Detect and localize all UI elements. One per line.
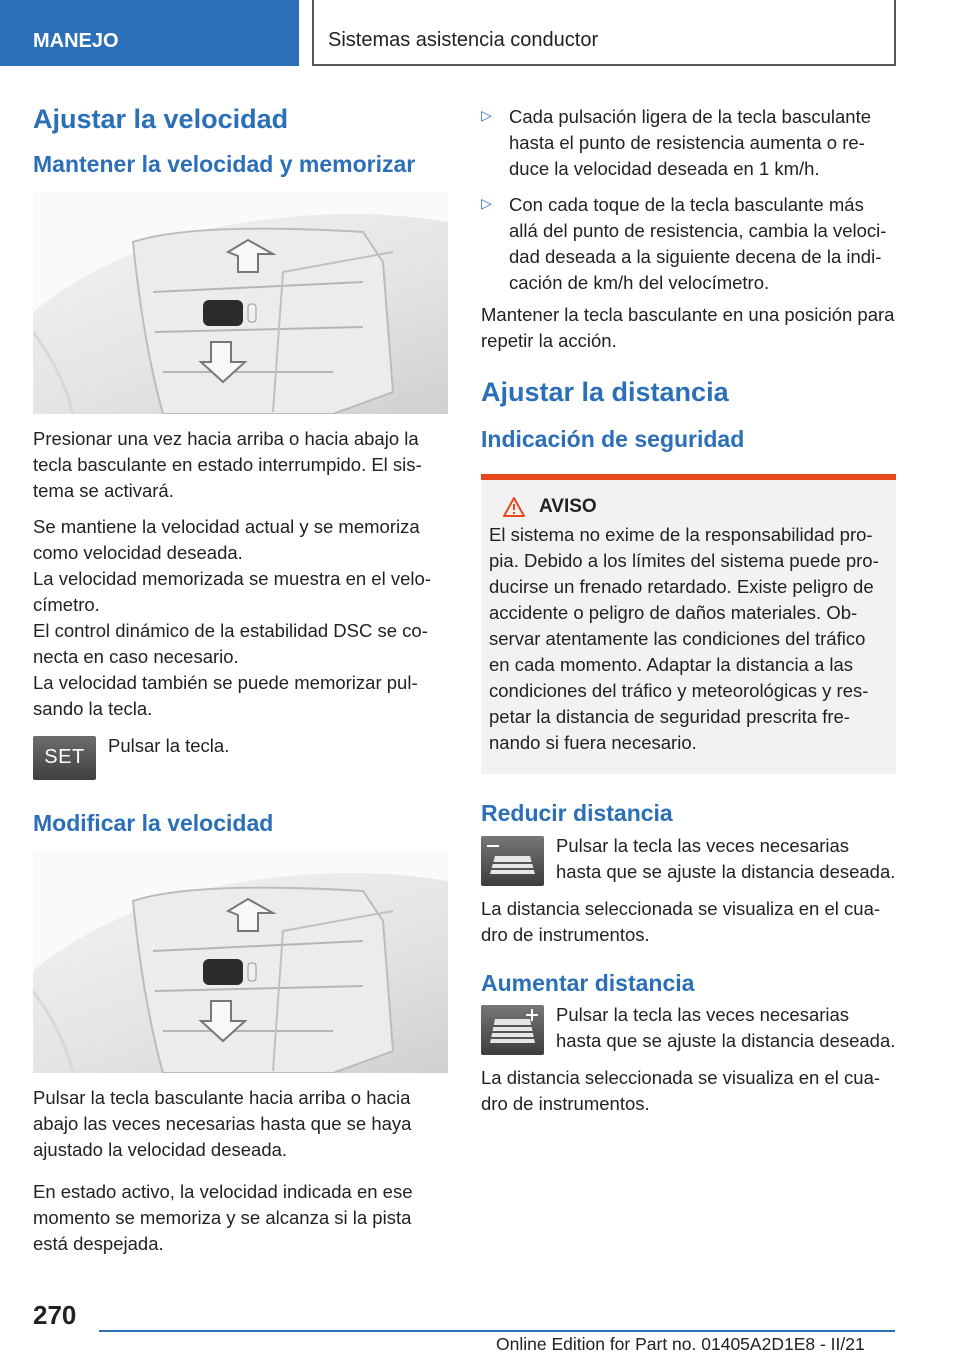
- heading-reducir-distancia: Reducir distancia: [481, 799, 673, 826]
- set-key-text: Pulsar la tecla.: [108, 734, 230, 756]
- list-item: [481, 192, 896, 296]
- heading-aumentar-distancia: Aumentar distancia: [481, 969, 695, 996]
- distance-plus-key-icon: [481, 1005, 544, 1055]
- right-column: [481, 100, 896, 1117]
- paragraph-aumentar: Pulsar la tecla las veces necesarias hasta que se ajuste la distancia deseada.: [556, 1005, 896, 1052]
- heading-indicacion-seguridad: Indicación de seguridad: [481, 426, 745, 453]
- paragraph-memorizar-pulsando: La velocidad también se puede memorizar pulsando la tecla.: [33, 671, 418, 719]
- bullet-text: Cada pulsación ligera de la tecla basculante hasta el punto de resistencia aumenta o reduce la velocidad deseada en 1 km/h.: [509, 106, 872, 179]
- warning-triangle-icon: [503, 497, 525, 517]
- reducir-row: [481, 836, 896, 886]
- paragraph-memorizada: La velocidad memorizada se muestra en el velocímetro.: [33, 567, 431, 615]
- paragraph-pulsar-basculante: Pulsar la tecla basculante hacia arriba o hacia abajo las veces necesarias hasta que se haya ajustado la velocidad deseada.: [33, 1086, 412, 1160]
- page-number: 270: [33, 1300, 77, 1330]
- warning-box: [481, 474, 896, 774]
- paragraph-reducir: Pulsar la tecla las veces necesarias hasta que se ajuste la distancia deseada.: [556, 835, 896, 882]
- paragraph-presionar: Presionar una vez hacia arriba o hacia abajo la tecla basculante en estado interrumpido. El sistema se activará.: [33, 427, 422, 501]
- footer-divider: [99, 1330, 895, 1332]
- list-item: [481, 104, 896, 182]
- warning-text: El sistema no exime de la responsabilidad propia. Debido a los límites del sistema puede producirse un frenado retardado. Existe peligro de accidente o peligro de daños materiales. Observar atentamente las condiciones del tráfico en cada momento. Adaptar la distancia a las condiciones del tráfico y meteorológicas y respetar la distancia de seguridad prescrita frenando si fuera necesario.: [489, 523, 879, 753]
- left-column: [33, 100, 448, 1257]
- set-key-icon: SET: [33, 736, 96, 780]
- section-label: MANEJO: [0, 0, 299, 66]
- paragraph-reducir-cuadro: La distancia seleccionada se visualiza en el cuadro de instrumentos.: [481, 897, 881, 945]
- edition-note: Online Edition for Part no. 01405A2D1E8 - II/21: [496, 1334, 865, 1354]
- warning-title: AVISO: [539, 495, 597, 517]
- aumentar-row: [481, 1005, 896, 1055]
- heading-modificar-velocidad: Modificar la velocidad: [33, 809, 274, 836]
- heading-ajustar-distancia: Ajustar la distancia: [481, 377, 729, 407]
- bullet-text: Con cada toque de la tecla basculante más allá del punto de resistencia, cambia la velocidad deseada a la siguiente decena de la indicación de km/h del velocímetro.: [509, 194, 887, 293]
- distance-minus-key-icon: [481, 836, 544, 886]
- steering-switch-photo-1: [33, 192, 448, 414]
- triangle-bullet-icon: ▷: [481, 195, 492, 211]
- set-key-row: [33, 736, 448, 780]
- page-header: [0, 0, 960, 66]
- steering-switch-photo-2: [33, 851, 448, 1073]
- triangle-bullet-icon: ▷: [481, 107, 492, 123]
- heading-mantener-velocidad: Mantener la velocidad y memorizar: [33, 151, 416, 178]
- chapter-title: Sistemas asistencia conductor: [312, 0, 896, 66]
- heading-ajustar-velocidad: Ajustar la velocidad: [33, 104, 289, 134]
- paragraph-estado-activo: En estado activo, la velocidad indicada en ese momento se memoriza y se alcanza si la pista está despejada.: [33, 1180, 413, 1254]
- paragraph-mantiene: Se mantiene la velocidad actual y se memoriza como velocidad deseada.: [33, 515, 420, 563]
- paragraph-dsc: El control dinámico de la estabilidad DSC se conecta en caso necesario.: [33, 619, 428, 667]
- paragraph-aumentar-cuadro: La distancia seleccionada se visualiza en el cuadro de instrumentos.: [481, 1067, 881, 1115]
- paragraph-mantener-tecla: Mantener la tecla basculante en una posición para repetir la acción.: [481, 304, 895, 351]
- warning-header: [503, 496, 886, 518]
